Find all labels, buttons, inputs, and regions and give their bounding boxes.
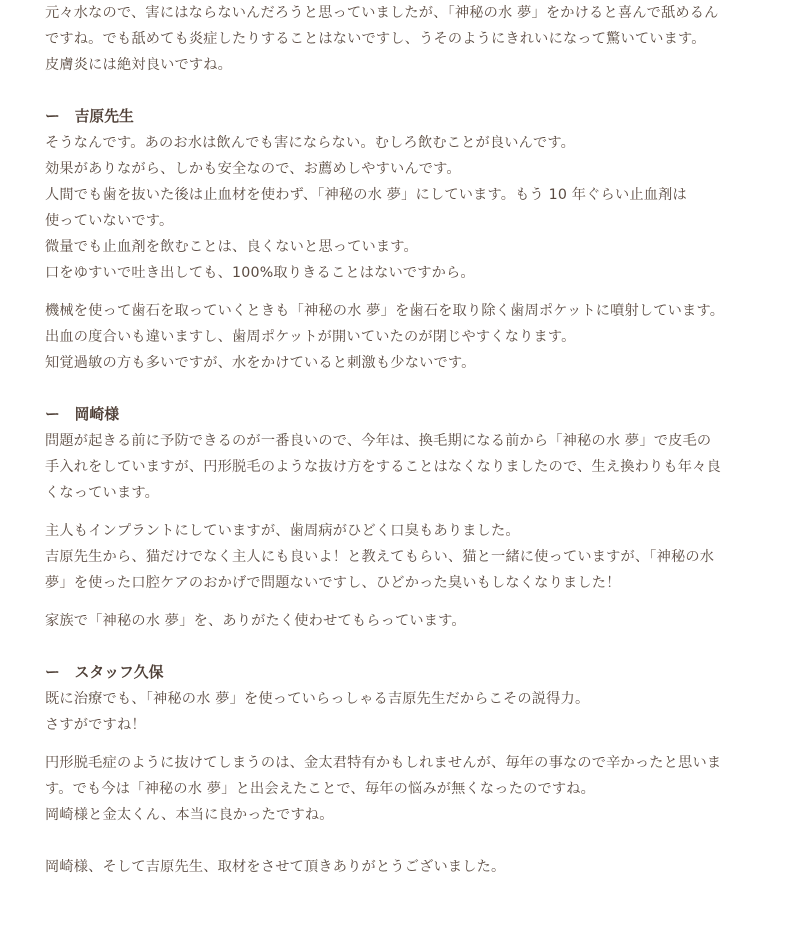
text-line: くなっています。	[45, 485, 159, 501]
article-body	[45, 0, 760, 880]
paragraph	[45, 518, 760, 596]
text-line: す。でも今は「神秘の水 夢」と出会えたことで、毎年の悩みが無くなったのですね。	[45, 781, 596, 797]
text-line: 出血の度合いも違いますし、歯周ポケットが開いていたのが閉じやすくなります。	[45, 329, 576, 345]
text-line: 元々水なので、害にはならないんだろうと思っていましたが、「神秘の水 夢」をかけると喜んで舐めるん	[45, 5, 719, 21]
text-line: ですね。でも舐めても炎症したりすることはないですし、うそのようにきれいになって驚いています。	[45, 31, 706, 47]
speaker-heading: ー 岡崎様	[45, 406, 119, 423]
paragraph	[45, 130, 760, 286]
text-line: 知覚過敏の方も多いですが、水をかけていると刺激も少ないです。	[45, 355, 476, 371]
intro-paragraph	[45, 0, 760, 78]
paragraph	[45, 750, 760, 828]
closing-line: 岡崎様、そして吉原先生、取材をさせて頂きありがとうございました。	[45, 859, 506, 875]
text-line: 微量でも止血剤を飲むことは、良くないと思っています。	[45, 239, 418, 255]
paragraph	[45, 298, 760, 376]
section-okazaki	[45, 402, 760, 634]
paragraph	[45, 686, 760, 738]
text-line: さすがですね！	[45, 717, 146, 733]
text-line: 吉原先生から、猫だけでなく主人にも良いよ！と教えてもらい、猫と一緒に使っていますが、「神秘の水	[45, 549, 715, 565]
paragraph	[45, 428, 760, 506]
text-line: 使っていないです。	[45, 213, 174, 229]
speaker-heading: ー スタッフ久保	[45, 664, 164, 681]
text-line: 問題が起きる前に予防できるのが一番良いので、今年は、換毛期になる前から「神秘の水 夢」で皮毛の	[45, 433, 712, 449]
section-kubo	[45, 660, 760, 828]
speaker-heading: ー 吉原先生	[45, 108, 134, 125]
text-line: 円形脱毛症のように抜けてしまうのは、金太君特有かもしれませんが、毎年の事なので辛かったと思いま	[45, 755, 722, 771]
text-line: 夢」を使った口腔ケアのおかげで問題ないですし、ひどかった臭いもしなくなりました！	[45, 575, 621, 591]
text-line: 口をゆすいで吐き出しても、100%取りきることはないですから。	[45, 265, 475, 281]
text-line: 人間でも歯を抜いた後は止血材を使わず、「神秘の水 夢」にしています。もう 10 年ぐらい止血剤は	[45, 187, 687, 203]
text-line: 岡崎様と金太くん、本当に良かったですね。	[45, 807, 334, 823]
text-line: 既に治療でも、「神秘の水 夢」を使っていらっしゃる吉原先生だからこその説得力。	[45, 691, 590, 707]
text-line: そうなんです。あのお水は飲んでも害にならない。むしろ飲むことが良いんです。	[45, 135, 576, 151]
text-line: 皮膚炎には絶対良いですね。	[45, 57, 233, 73]
section-yoshihara	[45, 104, 760, 376]
text-line: 家族で「神秘の水 夢」を、ありがたく使わせてもらっています。	[45, 613, 466, 629]
text-line: 主人もインプラントにしていますが、歯周病がひどく口臭もありました。	[45, 523, 520, 539]
text-line: 手入れをしていますが、円形脱毛のような抜け方をすることはなくなりましたので、生え換わりも年々良	[45, 459, 721, 475]
text-line: 効果がありながら、しかも安全なので、お薦めしやすいんです。	[45, 161, 461, 177]
paragraph	[45, 608, 760, 634]
text-line: 機械を使って歯石を取っていくときも「神秘の水 夢」を歯石を取り除く歯周ポケットに噴射しています。	[45, 303, 725, 319]
